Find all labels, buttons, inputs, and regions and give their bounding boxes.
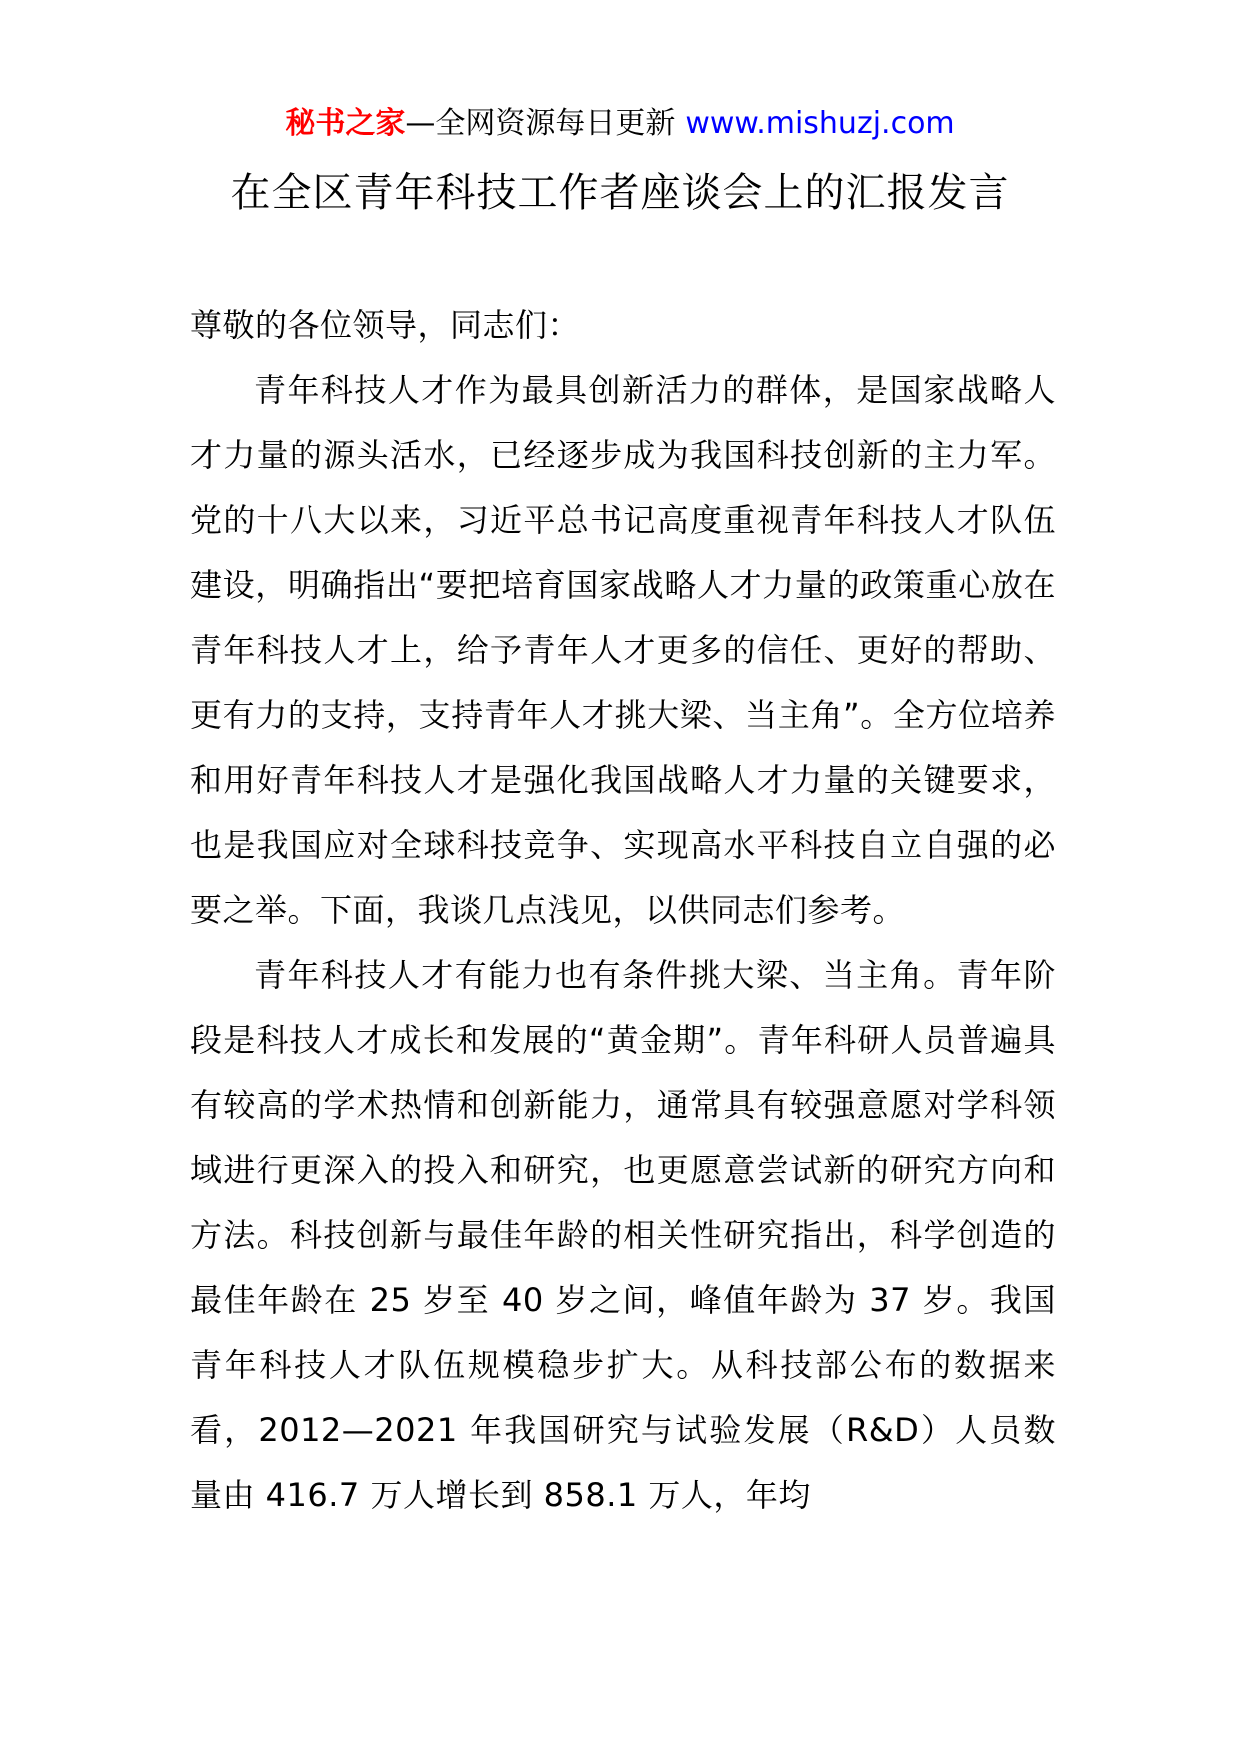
site-brand: 秘书之家 <box>285 106 406 141</box>
document-title: 在全区青年科技工作者座谈会上的汇报发言 <box>230 170 1010 216</box>
salutation: 尊敬的各位领导，同志们： <box>190 306 581 344</box>
document-body <box>190 293 1056 1528</box>
site-header <box>0 100 1240 148</box>
paragraph: 青年科技人才有能力也有条件挑大梁、当主角。青年阶段是科技人才成长和发展的“黄金期”。青年科研人员普遍具有较高的学术热情和创新能力，通常具有较强意愿对学科领域进行更深入的投入和研究，也更愿意尝试新的研究方向和方法。科技创新与最佳年龄的相关性研究指出，科学创造的最佳年龄在 25 岁至 40 岁之间，峰值年龄为 37 岁。我国青年科技人才队伍规模稳步扩大。从科技部公布的数据来看，2012—2021 年我国研究与试验发展（R&D）人员数量由 416.7 万人增长到 858.1 万人，年均 <box>190 956 1056 1514</box>
site-url-link[interactable]: www.mishuzj.com <box>685 106 955 141</box>
paragraph: 青年科技人才作为最具创新活力的群体，是国家战略人才力量的源头活水，已经逐步成为我国科技创新的主力军。党的十八大以来，习近平总书记高度重视青年科技人才队伍建设，明确指出“要把培育国家战略人才力量的政策重心放在青年科技人才上，给予青年人才更多的信任、更好的帮助、更有力的支持，支持青年人才挑大梁、当主角”。全方位培养和用好青年科技人才是强化我国战略人才力量的关键要求，也是我国应对全球科技竞争、实现高水平科技自立自强的必要之举。下面，我谈几点浅见，以供同志们参考。 <box>190 371 1056 929</box>
site-tagline: —全网资源每日更新 <box>405 106 676 141</box>
